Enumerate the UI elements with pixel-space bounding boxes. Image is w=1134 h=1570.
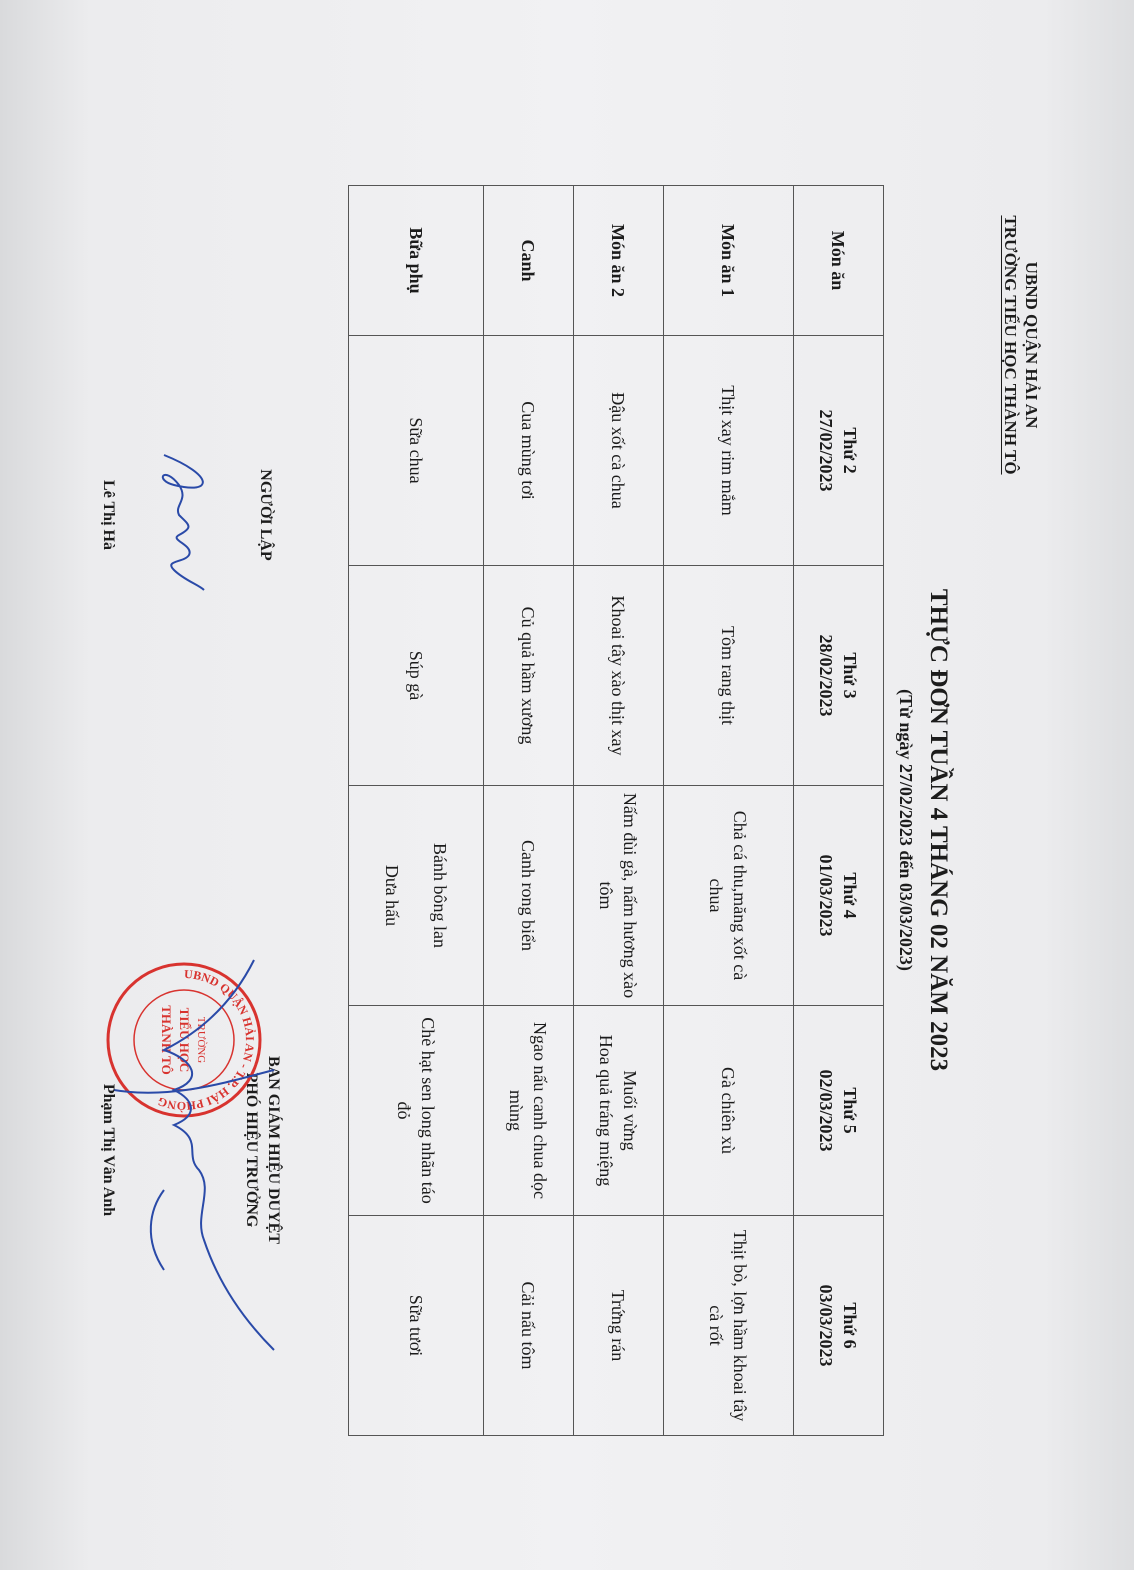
day-name: Thứ 5	[840, 1087, 861, 1134]
table-cell: Canh rong biển	[484, 786, 574, 1006]
table-cell: Sữa tươi	[349, 1216, 484, 1436]
row-label: Canh	[484, 186, 574, 336]
approver-subtitle: PHÓ HIỆU TRƯỞNG	[243, 1072, 260, 1228]
menu-title: THỰC ĐƠN TUẦN 4 THÁNG 02 NĂM 2023	[925, 588, 952, 1072]
approver-signature	[94, 940, 314, 1360]
preparer-title: NGƯỜI LẬP	[257, 469, 274, 561]
preparer-name: Lê Thị Hà	[100, 480, 117, 550]
table-cell: Súp gà	[349, 566, 484, 786]
day-header	[794, 566, 884, 786]
table-row	[349, 186, 484, 1436]
day-date: 01/03/2023	[816, 854, 837, 937]
day-date: 27/02/2023	[816, 409, 837, 492]
district-name: UBND QUẬN HẢI AN	[1022, 261, 1041, 429]
table-cell: Thịt bò, lợn hầm khoai tây cà rốt	[664, 1216, 794, 1436]
day-name: Thứ 2	[840, 427, 861, 474]
row-label: Món ăn 2	[574, 186, 664, 336]
table-cell: Bánh bông lan Dưa hấu	[349, 786, 484, 1006]
table-row	[574, 186, 664, 1436]
day-name: Thứ 4	[840, 872, 861, 919]
table-cell: Khoai tây xào thịt xay	[574, 566, 664, 786]
weekly-menu-table	[348, 185, 884, 1436]
day-header	[794, 336, 884, 566]
seal-outer-text: UBND QUẬN HẢI AN - T.P. HẢI PHÒNG	[155, 966, 258, 1114]
table-cell: Cải nấu tôm	[484, 1216, 574, 1436]
table-cell: Sữa chua	[349, 336, 484, 566]
table-cell: Đậu xốt cà chua	[574, 336, 664, 566]
date-range: (Từ ngày 27/02/2023 đến 03/03/2023)	[896, 689, 916, 971]
day-header	[794, 1216, 884, 1436]
day-name: Thứ 6	[840, 1302, 861, 1349]
seal-line-3: THÀNH TÔ	[159, 1005, 174, 1075]
table-row	[484, 186, 574, 1436]
day-date: 28/02/2023	[816, 634, 837, 717]
seal-line-2: TIỂU HỌC	[177, 1007, 192, 1073]
table-cell: Cua mùng tơi	[484, 336, 574, 566]
day-date: 02/03/2023	[816, 1069, 837, 1152]
corner-header: Món ăn	[794, 186, 884, 336]
row-label: Bữa phụ	[349, 186, 484, 336]
table-cell: Trứng rán	[574, 1216, 664, 1436]
table-cell: Chè hạt sen long nhãn táo đỏ	[349, 1006, 484, 1216]
preparer-signature	[134, 445, 234, 595]
day-date: 03/03/2023	[816, 1284, 837, 1367]
approver-title: BAN GIÁM HIỆU DUYỆT	[265, 1055, 282, 1244]
table-cell: Ngao nấu canh chua dọc mùng	[484, 1006, 574, 1216]
school-name: TRƯỜNG TIỂU HỌC THÀNH TÔ	[1001, 215, 1020, 475]
table-cell: Củ quả hầm xương	[484, 566, 574, 786]
table-cell: Nấm đùi gà, nấm hương xào tôm	[574, 786, 664, 1006]
organization-header	[1000, 180, 1042, 510]
table-cell: Muối vừng Hoa quả tráng miệng	[574, 1006, 664, 1216]
table-cell: Thịt xay rim mắm	[664, 336, 794, 566]
table-cell: Gà chiên xù	[664, 1006, 794, 1216]
table-cell: Tôm rang thịt	[664, 566, 794, 786]
day-name: Thứ 3	[840, 652, 861, 699]
day-header	[794, 786, 884, 1006]
row-label: Món ăn 1	[664, 186, 794, 336]
table-header-row	[794, 186, 884, 1436]
seal-line-1: TRƯỜNG	[195, 1016, 207, 1064]
table-row	[664, 186, 794, 1436]
approver-name: Phạm Thị Vân Anh	[100, 1083, 117, 1217]
table-cell: Chả cá thu,măng xốt cà chua	[664, 786, 794, 1006]
day-header	[794, 1006, 884, 1216]
